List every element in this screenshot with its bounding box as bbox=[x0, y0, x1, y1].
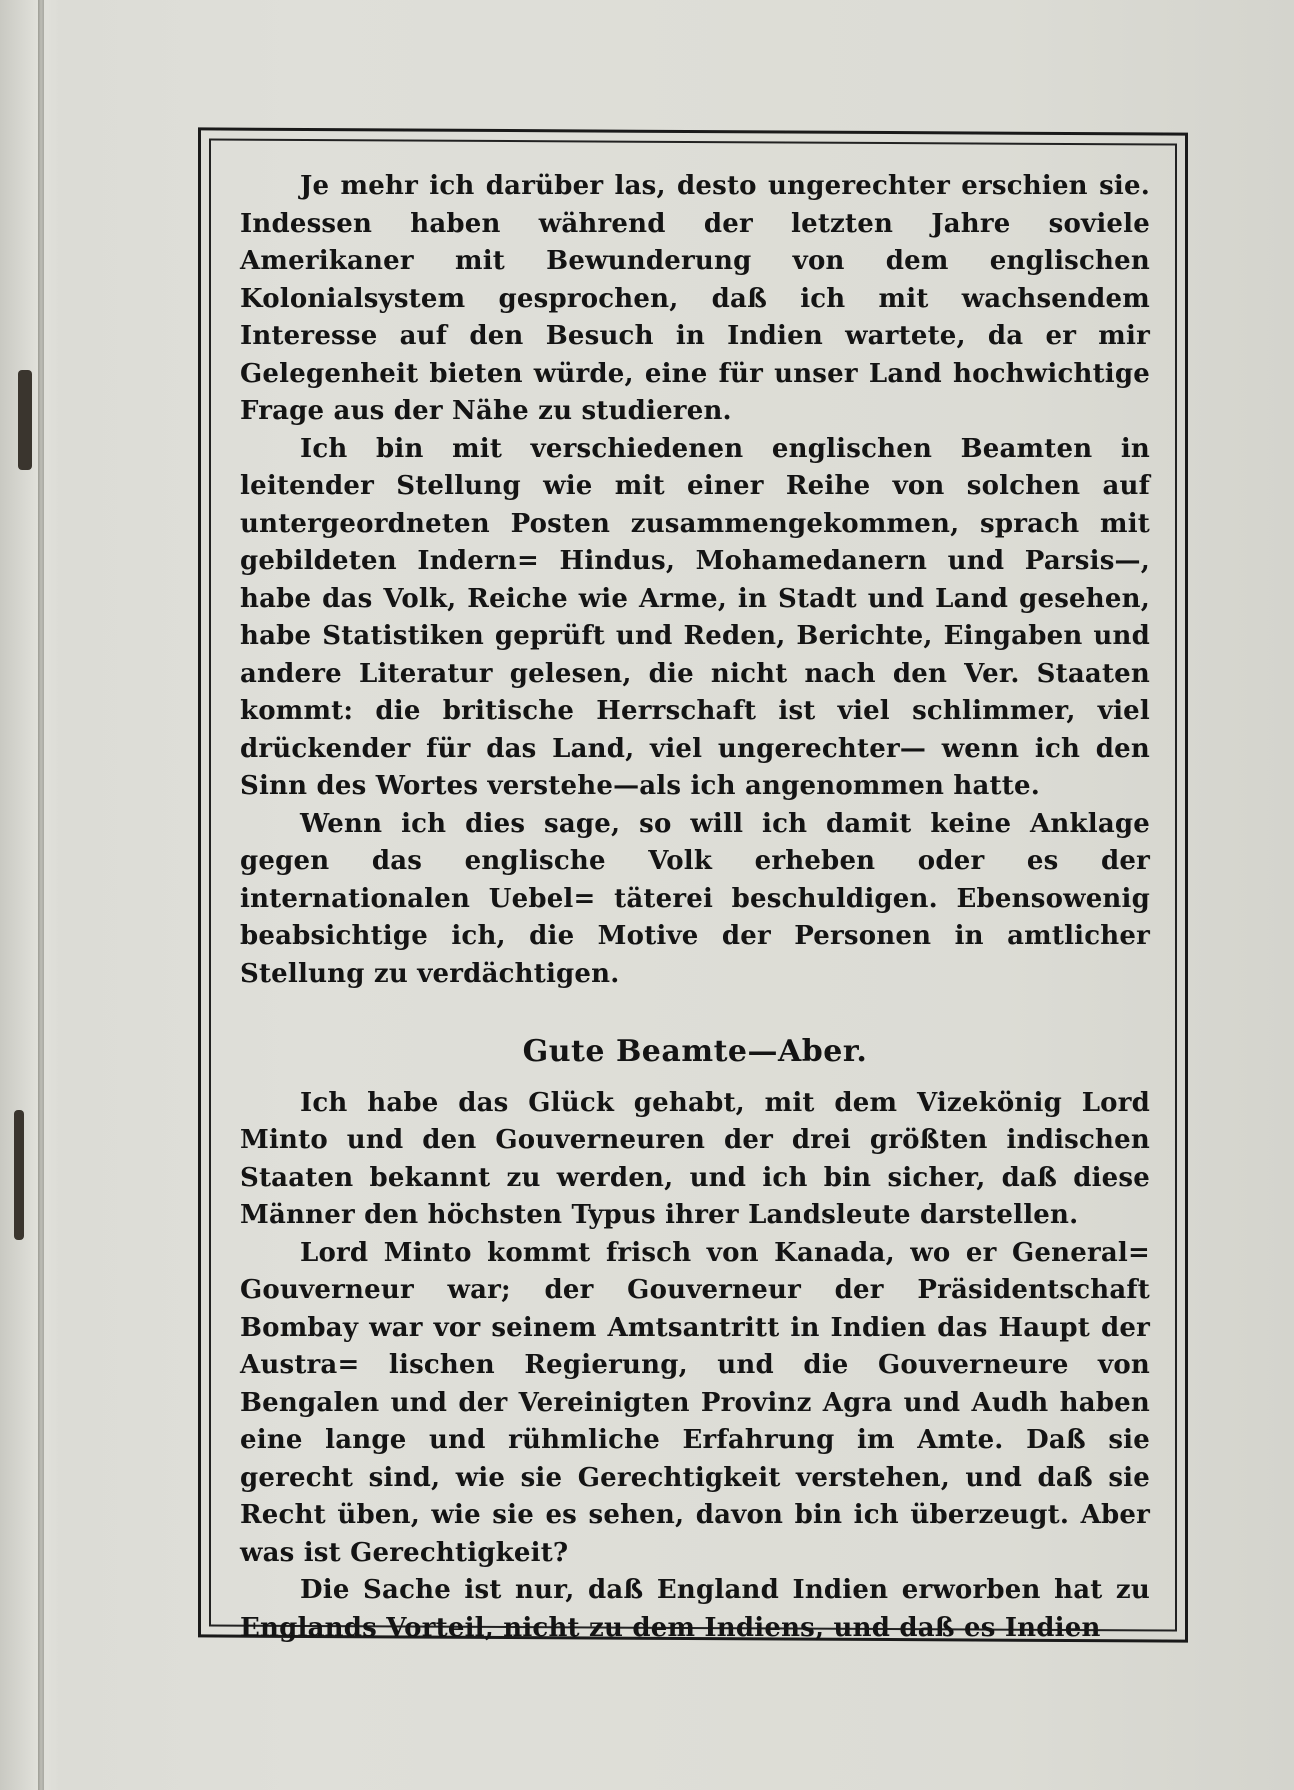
section-heading: Gute Beamte—Aber. bbox=[522, 1034, 868, 1069]
paragraph-4: Ich habe das Glück gehabt, mit dem Vizekönig Lord Minto und den Gouverneuren der drei größten indischen Staaten bekannt zu werden, und ich bin sicher, daß diese Männer den höchsten Typus ihrer Landsleute darstellen. bbox=[240, 1087, 1150, 1230]
paragraph-6: Die Sache ist nur, daß England Indien erworben hat zu Englands Vorteil, nicht zu dem Indiens, und daß es Indien bbox=[240, 1575, 1150, 1643]
binding-damage-upper bbox=[18, 370, 32, 470]
paragraph-3: Wenn ich dies sage, so will ich damit keine Anklage gegen das englische Volk erheben oder es der internationalen Uebel= täterei beschuldigen. Ebensowenig beabsichtige ich, die Motive der Personen in amtlicher Stellung zu verdächtigen. bbox=[240, 808, 1150, 989]
paragraph-5: Lord Minto kommt frisch von Kanada, wo er General= Gouverneur war; der Gouverneur der Präsidentschaft Bombay war vor seinem Amtsantritt in Indien das Haupt der Austra= lischen Regierung, und die Gouverneure von Bengalen und der Vereinigten Provinz Agra und Audh haben eine lange und rühmliche Erfahrung im Amte. Daß sie gerecht sind, wie sie Gerechtigkeit verstehen, und daß sie Recht üben, wie sie es sehen, davon bin ich überzeugt. Aber was ist Gerechtigkeit? bbox=[240, 1237, 1150, 1568]
body-text bbox=[240, 168, 1150, 1647]
book-gutter bbox=[38, 0, 44, 1790]
binding-damage-lower bbox=[14, 1110, 24, 1240]
paragraph-2: Ich bin mit verschiedenen englischen Beamten in leitender Stellung wie mit einer Reihe von solchen auf untergeordneten Posten zusammengekommen, sprach mit gebildeten Indern= Hindus, Mohamedanern und Parsis—, habe das Volk, Reiche wie Arme, in Stadt und Land gesehen, habe Statistiken geprüft und Reden, Berichte, Eingaben und andere Literatur gelesen, die nicht nach den Ver. Staaten kommt: die britische Herrschaft ist viel schlimmer, viel drückender für das Land, viel ungerechter— wenn ich den Sinn des Wortes verstehe—als ich angenommen hatte. bbox=[240, 433, 1150, 801]
paragraph-1: Je mehr ich darüber las, desto ungerechter erschien sie. Indessen haben während der letzten Jahre soviele Amerikaner mit Bewunderung von dem englischen Kolonialsystem gesprochen, daß ich mit wachsendem Interesse auf den Besuch in Indien wartete, da er mir Gelegenheit bieten würde, eine für unser Land hochwichtige Frage aus der Nähe zu studieren. bbox=[240, 171, 1150, 426]
